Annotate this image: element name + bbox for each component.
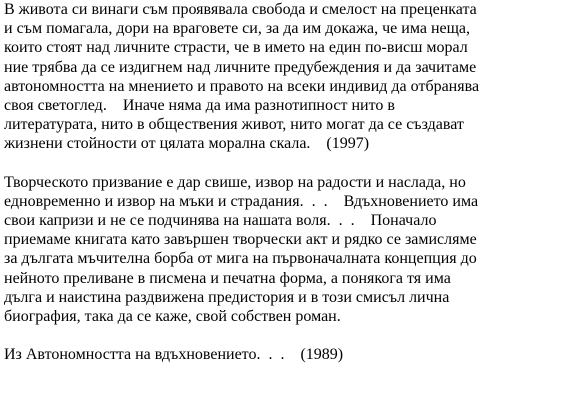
- text-line: своя светоглед. Иначе няма да има разнотипност нито в: [4, 96, 395, 114]
- text-line: приемаме книгата като завършен творчески акт и рядко се замисляме: [4, 231, 477, 249]
- paragraph-spacer: [4, 326, 578, 345]
- text-line: Творческото призвание е дар свише, извор на радости и наслада, но: [4, 173, 466, 191]
- citation-line: Из Автономността на вдъхновението. . . (1989): [4, 346, 344, 364]
- text-line: ние трябва да се издигнем над личните предубеждения и да зачитаме: [4, 58, 477, 76]
- text-line: които стоят над личните страсти, че в името на един по-висш морал: [4, 39, 468, 57]
- text-line: автономността на мнението и правото на всеки индивид да отбранява: [4, 77, 480, 95]
- text-line: свои капризи и не се подчинява на нашата воля. . . Поначало: [4, 212, 437, 230]
- document-page: [4, 0, 578, 365]
- source-citation: [4, 345, 578, 364]
- text-line: биография, така да се каже, свой собствен роман.: [4, 308, 341, 325]
- paragraph-creative-calling: [4, 173, 578, 327]
- text-line: дълга и наистина раздвижена предистория и в този смисъл лична: [4, 288, 450, 306]
- text-line: едновременно и извор на мъки и страдания. . . Вдъхновението има: [4, 192, 479, 210]
- text-line: литературата, нито в обществения живот, нито могат да се създават: [4, 116, 464, 134]
- text-line: В живота си винаги съм проявявала свобода и смелост на преценката: [4, 1, 477, 18]
- paragraph-1997: [4, 0, 578, 154]
- text-line: за дългата мъчителна борба от мига на първоначалната концепция до: [4, 250, 477, 268]
- text-line: и съм помагала, дори на враговете си, за да им докажа, че има неща,: [4, 20, 471, 38]
- paragraph-spacer: [4, 154, 578, 173]
- text-line: жизнени стойности от цялата морална скала. (1997): [4, 135, 370, 153]
- text-line: нейното преливане в писмена и печатна форма, а понякога тя има: [4, 269, 451, 287]
